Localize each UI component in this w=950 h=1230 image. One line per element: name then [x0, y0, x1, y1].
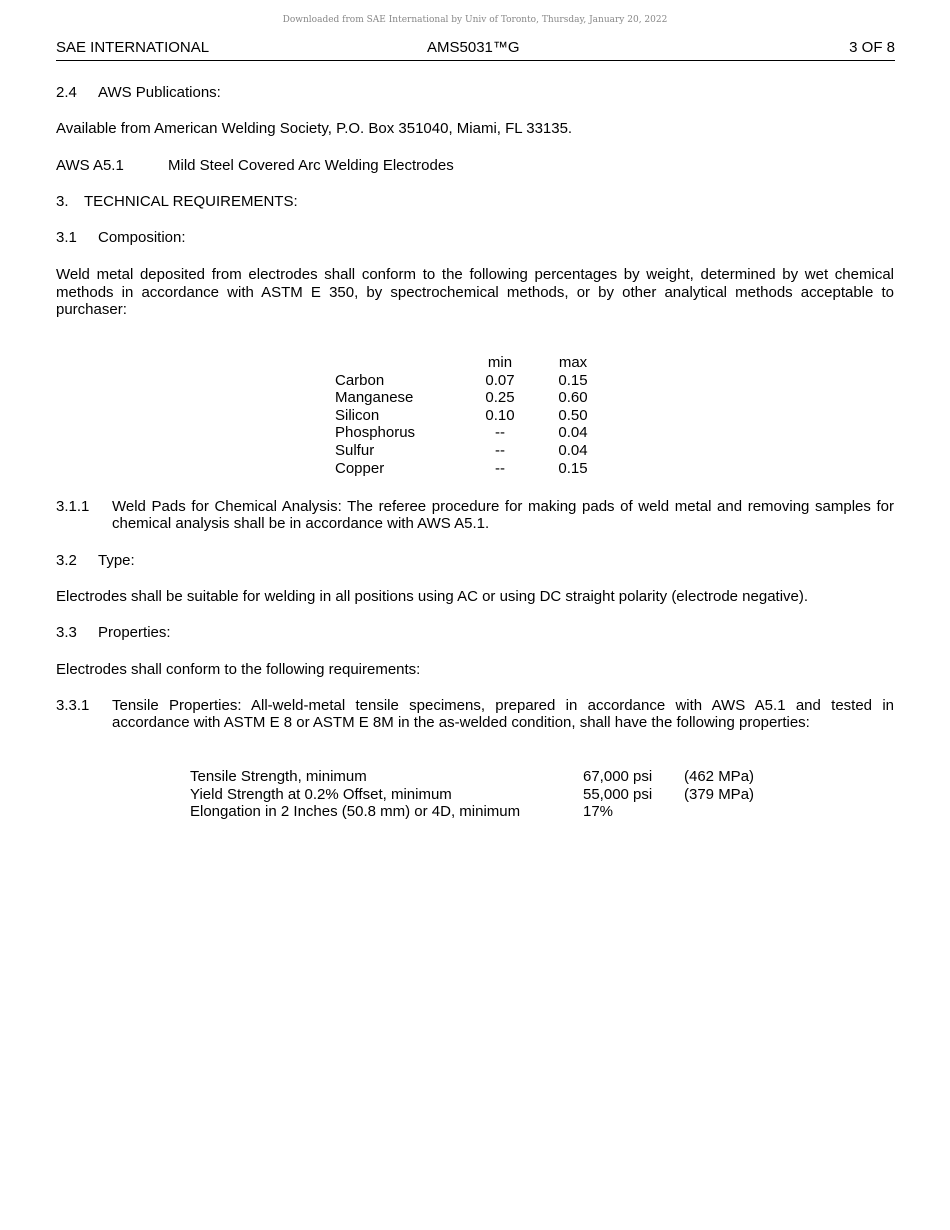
- property-metric-value: (462 MPa): [684, 768, 755, 785]
- aws-availability-text: Available from American Welding Society, P.O. Box 351040, Miami, FL 33135.: [56, 120, 573, 137]
- property-value: 55,000 psi: [583, 785, 653, 803]
- composition-paragraph: Weld metal deposited from electrodes shall conform to the following percentages by weight, determined by wet chemical methods in accordance with ASTM E 350, by spectrochemical methods, or by other analytical methods acceptable to purchaser:: [56, 266, 894, 318]
- column-header-min: min: [487, 354, 513, 371]
- property-name: Yield Strength at 0.2% Offset, minimum: [190, 785, 452, 803]
- section-number: 3.1.1: [56, 498, 90, 515]
- element-name: Manganese: [335, 389, 414, 407]
- min-value: --: [495, 424, 505, 442]
- table-row: [335, 460, 611, 478]
- aws-reference-code: AWS A5.1: [56, 157, 124, 174]
- table-row: [335, 389, 611, 407]
- section-3-heading: [56, 193, 298, 211]
- property-name: Elongation in 2 Inches (50.8 mm) or 4D, minimum: [190, 803, 521, 821]
- section-2-4-heading: [56, 84, 221, 102]
- section-3-1-1: [56, 498, 894, 532]
- max-value: 0.50: [558, 406, 588, 424]
- header-document-number: AMS5031™G: [427, 39, 520, 56]
- section-number: 3.3: [56, 624, 77, 641]
- header-page-number: 3 OF 8: [849, 39, 895, 56]
- type-paragraph: Electrodes shall be suitable for welding in all positions using AC or using DC straight polarity (electrode negative).: [56, 588, 809, 605]
- property-value: 67,000 psi: [583, 768, 653, 785]
- column-header-max: max: [558, 354, 588, 371]
- max-value: 0.04: [558, 424, 588, 442]
- min-value: --: [495, 441, 505, 459]
- section-title: Composition:: [98, 229, 186, 246]
- section-number: 2.4: [56, 84, 77, 101]
- section-number: 3.2: [56, 552, 77, 569]
- property-metric-value: (379 MPa): [684, 785, 755, 803]
- aws-reference-title: Mild Steel Covered Arc Welding Electrodes: [168, 157, 454, 174]
- min-value: 0.25: [485, 389, 515, 407]
- table-row: [190, 768, 754, 786]
- properties-paragraph: Electrodes shall conform to the following requirements:: [56, 661, 421, 678]
- property-name: Tensile Strength, minimum: [190, 768, 367, 785]
- table-header-row: [335, 354, 611, 372]
- min-value: --: [495, 459, 505, 477]
- table-row: [335, 407, 611, 425]
- composition-table: [335, 354, 611, 477]
- section-number: 3.3.1: [56, 697, 90, 714]
- header-publisher: SAE INTERNATIONAL: [56, 39, 210, 56]
- table-row: [335, 424, 611, 442]
- download-watermark: Downloaded from SAE International by Univ of Toronto, Thursday, January 20, 2022: [282, 15, 668, 25]
- section-title: AWS Publications:: [98, 84, 221, 101]
- element-name: Sulfur: [335, 441, 375, 459]
- section-title: Type:: [98, 552, 135, 569]
- tensile-properties-table: [190, 768, 754, 821]
- table-row: [190, 803, 754, 821]
- section-title: Properties:: [98, 624, 171, 641]
- max-value: 0.04: [558, 441, 588, 459]
- section-text: Weld Pads for Chemical Analysis: The referee procedure for making pads of weld metal and removing samples for chemical analysis shall be in accordance with AWS A5.1.: [112, 498, 894, 532]
- element-name: Phosphorus: [335, 424, 416, 442]
- section-title: TECHNICAL REQUIREMENTS:: [84, 193, 298, 210]
- table-row: [335, 442, 611, 460]
- section-3-3-heading: [56, 624, 171, 642]
- section-3-3-1: [56, 697, 894, 731]
- property-metric-value: [684, 803, 754, 821]
- element-name: Copper: [335, 459, 385, 477]
- page-header: [56, 38, 895, 61]
- max-value: 0.60: [558, 389, 588, 407]
- max-value: 0.15: [558, 371, 588, 389]
- table-row: [335, 372, 611, 390]
- section-text: Tensile Properties: All-weld-metal tensile specimens, prepared in accordance with AWS A5.1 and tested in accordance with ASTM E 8 or ASTM E 8M in the as-welded condition, shall have the following properties:: [112, 697, 894, 731]
- property-value: 17%: [583, 803, 614, 821]
- element-name: Carbon: [335, 371, 385, 389]
- section-number: 3.1: [56, 229, 77, 246]
- max-value: 0.15: [558, 459, 588, 477]
- table-row: [190, 786, 754, 804]
- section-number: 3.: [56, 193, 69, 210]
- min-value: 0.07: [485, 371, 515, 389]
- section-3-2-heading: [56, 552, 135, 570]
- aws-reference: [56, 157, 454, 175]
- min-value: 0.10: [485, 406, 515, 424]
- section-3-1-heading: [56, 229, 186, 247]
- element-name: Silicon: [335, 406, 380, 424]
